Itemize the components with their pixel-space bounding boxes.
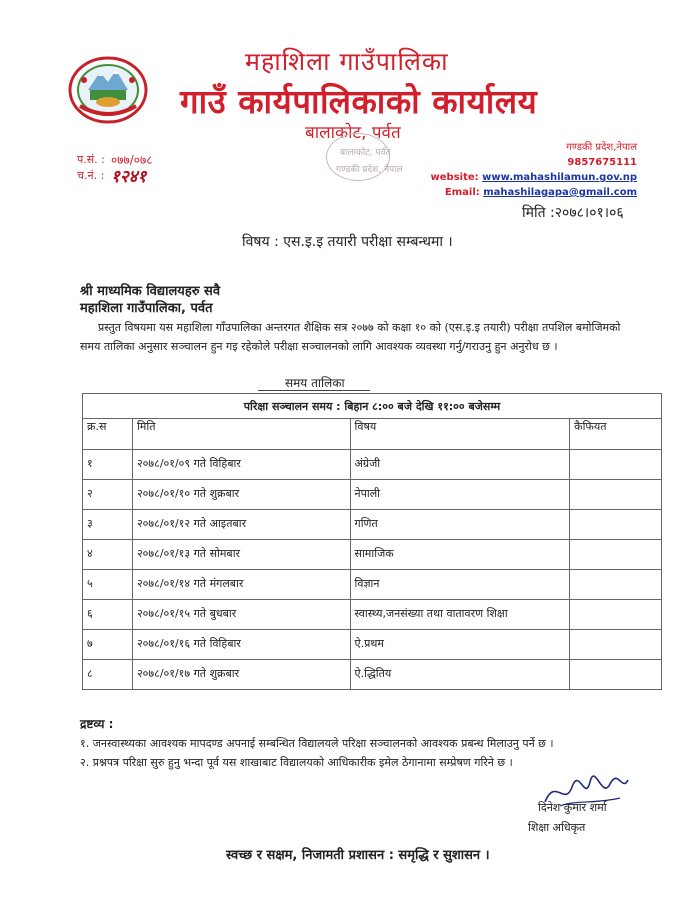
cell-sn: ८	[83, 660, 133, 690]
cell-date: २०७८/०१/१५ गते बुधबार	[132, 600, 350, 630]
cell-sn: १	[83, 450, 133, 480]
office-location: बालाकोट, पर्वत	[305, 123, 401, 143]
cell-subject: ऐ.प्रथम	[350, 630, 570, 660]
table-row	[83, 450, 662, 480]
cell-subject: अंग्रेजी	[350, 450, 570, 480]
footer-slogan: स्वच्छ र सक्षम, निजामती प्रशासन : समृद्धि र सुशासन ।	[226, 848, 490, 863]
cn-label: च.नं. :	[77, 169, 105, 182]
cell-remarks	[570, 450, 662, 480]
cell-subject: नेपाली	[350, 480, 570, 510]
cell-subject: स्वास्थ्य,जनसंख्या तथा वातावरण शिक्षा	[350, 600, 570, 630]
schedule-title-underline	[258, 390, 370, 391]
cell-date: २०७८/०१/१२ गते आइतबार	[132, 510, 350, 540]
government-emblem-icon	[68, 56, 148, 124]
cell-remarks	[570, 570, 662, 600]
table-row	[83, 540, 662, 570]
table-row	[83, 600, 662, 630]
table-row	[83, 510, 662, 540]
cell-subject: सामाजिक	[350, 540, 570, 570]
table-row	[83, 570, 662, 600]
table-header-row	[83, 419, 662, 450]
cell-date: २०७८/०१/१० गते शुक्रबार	[132, 480, 350, 510]
letter-body: प्रस्तुत विषयमा यस महाशिला गाँउपालिका अन्तरगत शैक्षिक सत्र २०७७ को कक्षा १० को (एस.इ.इ तयारी) परीक्षा तपशिल बमोजिमको समय तालिका अनुसार सञ्चालन हुन गइ रहेकोले परीक्षा सञ्चालनको लागि आवश्यक व्यवस्था गर्नु/गराउनु हुन अनुरोध छ ।	[80, 321, 621, 353]
cell-date: २०७८/०१/१६ गते विहिबार	[132, 630, 350, 660]
cell-date: २०७८/०१/१४ गते मंगलबार	[132, 570, 350, 600]
cell-sn: ३	[83, 510, 133, 540]
notes-title: द्रष्टव्य :	[80, 717, 114, 731]
notes-section	[80, 715, 554, 774]
stamp-text-location: बालाकोट, पर्वत	[340, 148, 391, 158]
cell-sn: ७	[83, 630, 133, 660]
note-item-2: २. प्रश्नपत्र परिक्षा सुरु हुनु भन्दा पूर्व यस शाखाबाट विद्यालयको आधिकारीक इमेल ठेगानामा सम्प्रेषण गरिने छ ।	[80, 756, 513, 769]
letter-subject: विषय : एस.इ.इ तयारी परीक्षा सम्बन्धमा ।	[242, 234, 453, 250]
addressee-line-1: श्री माध्यमिक विद्यालयहरु सवै	[80, 284, 221, 299]
ps-value: ०७७/०७८	[111, 153, 153, 167]
header-subject: विषय	[350, 419, 570, 450]
cell-subject: विज्ञान	[350, 570, 570, 600]
cell-sn: ६	[83, 600, 133, 630]
cell-subject: ऐ.द्धितिय	[350, 660, 570, 690]
table-row	[83, 480, 662, 510]
schedule-caption: परिक्षा सञ्चालन समय : बिहान ८:०० बजे देखि ११:०० बजेसम्म	[83, 394, 662, 419]
cn-value: १२४१	[111, 167, 147, 187]
cell-date: २०७८/०१/०९ गते विहिबार	[132, 450, 350, 480]
phone-number: 9857675111	[567, 157, 637, 168]
schedule-title: समय तालिका	[285, 376, 345, 390]
province: गण्डकी प्रदेश,नेपाल	[566, 142, 637, 153]
header-date: मिति	[132, 419, 350, 450]
email-label: Email:	[444, 187, 480, 198]
letter-date: मिति :२०७८।०१।०६	[522, 205, 624, 221]
cell-subject: गणित	[350, 510, 570, 540]
exam-schedule-table	[82, 393, 662, 690]
header-sn: क्र.स	[83, 419, 133, 450]
cell-sn: ५	[83, 570, 133, 600]
website-label: website:	[430, 172, 479, 183]
cell-remarks	[570, 600, 662, 630]
cell-remarks	[570, 510, 662, 540]
addressee-line-2: महाशिला गाउँपालिका, पर्वत	[80, 301, 213, 316]
header-remarks: कैफियत	[570, 419, 662, 450]
website-link[interactable]: www.mahashilamun.gov.np	[482, 172, 637, 183]
email-link[interactable]: mahashilagapa@gmail.com	[483, 187, 637, 198]
website-line	[431, 172, 637, 183]
table-row	[83, 660, 662, 690]
email-line	[445, 187, 637, 198]
signatory-title: शिक्षा अधिकृत	[528, 821, 586, 834]
stamp-text-province: गण्डकी प्रदेश, नेपाल	[336, 165, 403, 175]
table-row	[83, 630, 662, 660]
cell-date: २०७८/०१/१७ गते शुक्रबार	[132, 660, 350, 690]
cell-remarks	[570, 660, 662, 690]
note-item-1: १. जनस्वास्थ्यका आवश्यक मापदण्ड अपनाई सम्बन्धित विद्यालयले परिक्षा सञ्चालनको आवश्यक प्रबन्ध मिलाउनु पर्ने छ ।	[80, 737, 554, 750]
signatory-name: दिनेश कुमार शर्मा	[538, 801, 607, 814]
cell-sn: २	[83, 480, 133, 510]
municipality-name: महाशिला गाउँपालिका	[245, 47, 449, 76]
cell-sn: ४	[83, 540, 133, 570]
cell-remarks	[570, 480, 662, 510]
cell-remarks	[570, 540, 662, 570]
cell-remarks	[570, 630, 662, 660]
cell-date: २०७८/०१/१३ गते सोमबार	[132, 540, 350, 570]
ps-label: प.सं. :	[77, 153, 105, 166]
office-name: गाउँ कार्यपालिकाको कार्यालय	[180, 82, 538, 121]
